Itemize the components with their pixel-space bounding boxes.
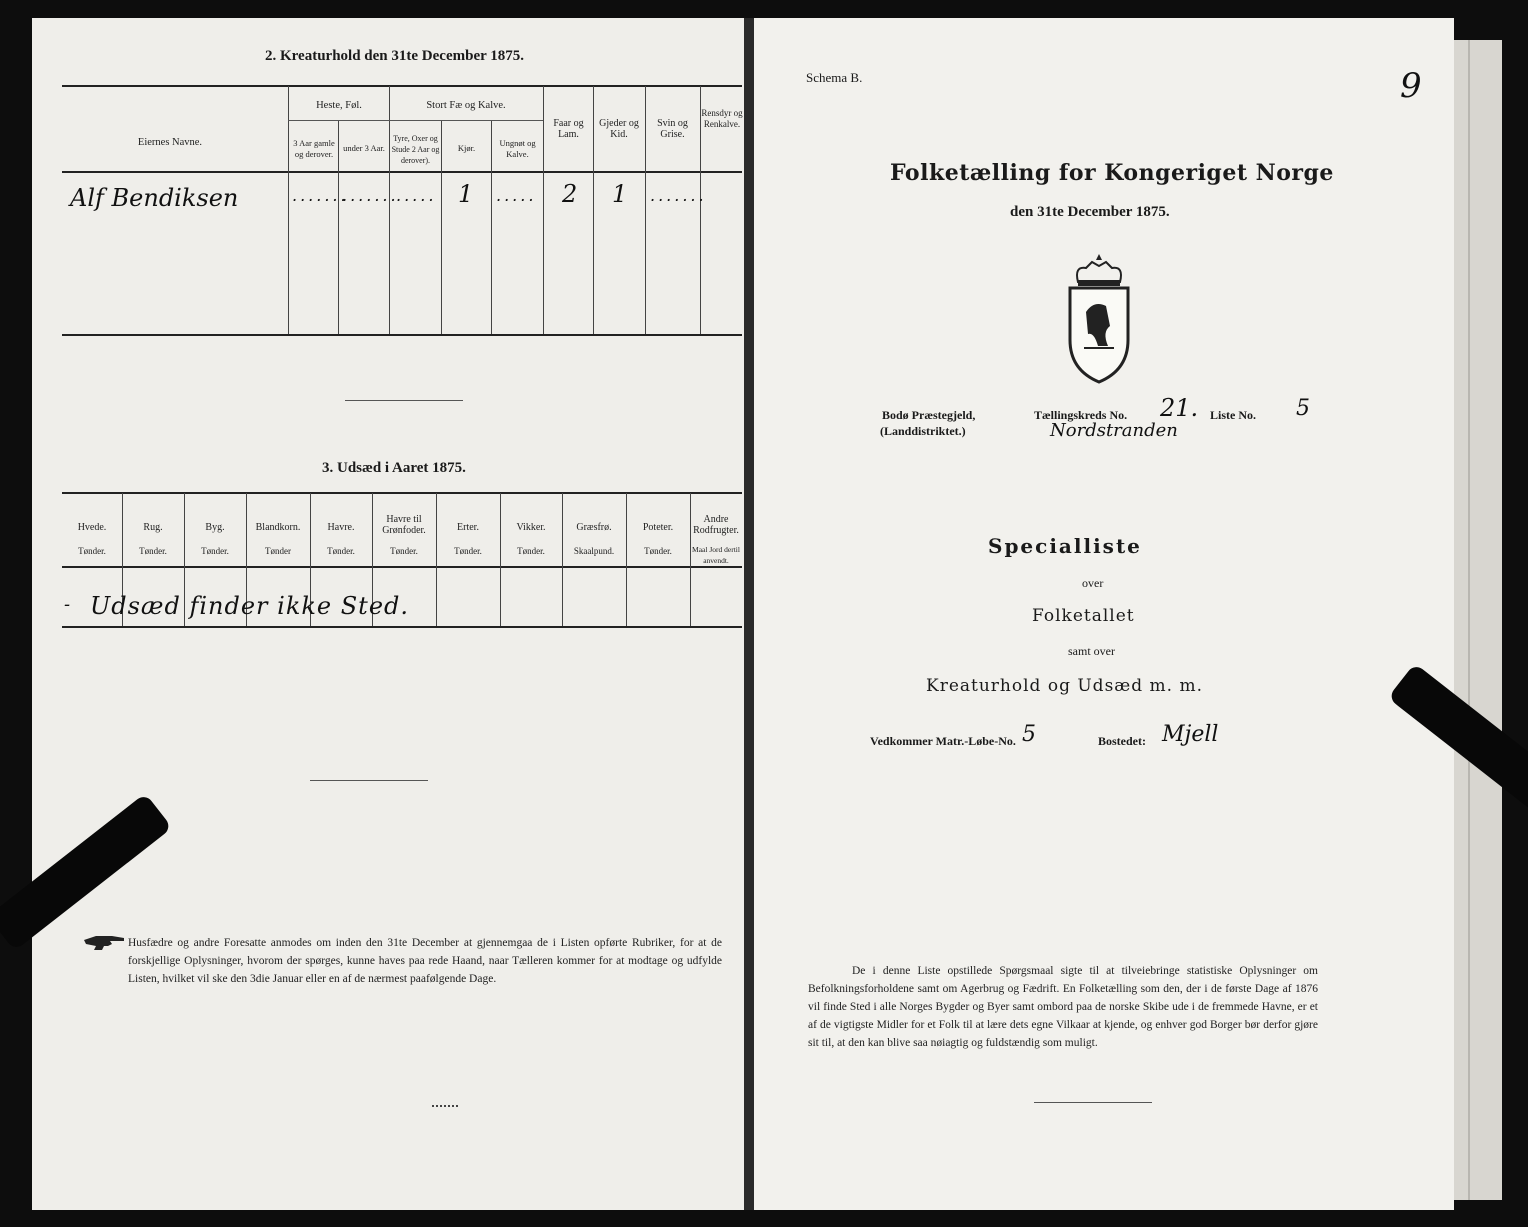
table2-col-line (543, 86, 544, 334)
specialliste-heading: Specialliste (988, 534, 1142, 558)
samt-over-label: samt over (1068, 644, 1115, 658)
crop-header: Rug. (143, 522, 163, 533)
table3-header-rule (62, 566, 742, 568)
crop-unit: Tønder (265, 546, 291, 556)
table3-col-line (626, 493, 627, 626)
dots: ....... (342, 186, 399, 205)
col-header: Kjør. (457, 143, 476, 153)
table2-subgroup-rule (288, 120, 543, 121)
crop-unit: Tønder. (517, 546, 545, 556)
table3-col-line (562, 493, 563, 626)
col-header: 3 Aar gamle og derover. (293, 138, 335, 159)
tk-name: Nordstranden (1050, 420, 1178, 441)
col-header: Faar og Lam. (553, 118, 584, 140)
owner-name-header: Eiernes Navne. (137, 137, 203, 148)
crop-unit: Maal Jord dertil anvendt. (692, 545, 740, 565)
dash: - (64, 594, 71, 615)
table3-col-line (436, 493, 437, 626)
short-rule (345, 400, 463, 401)
crop-header: Havre til Grønfoder. (382, 514, 426, 536)
book-gutter (744, 18, 754, 1210)
sheep-count: 2 (562, 180, 578, 208)
crop-header: Erter. (457, 522, 479, 533)
dashed-mark (432, 1105, 458, 1109)
crop-header: Vikker. (516, 522, 546, 533)
crop-unit: Tønder. (139, 546, 167, 556)
table3-top-rule (62, 492, 742, 494)
footer-rule (1034, 1102, 1152, 1103)
crop-unit: Tønder. (78, 546, 106, 556)
crop-unit: Tønder. (327, 546, 355, 556)
table2-header-rule (62, 171, 742, 173)
tk-value: 21. (1160, 394, 1199, 422)
matr-label: Vedkommer Matr.-Løbe-No. (870, 734, 1016, 748)
horses-group-header: Heste, Føl. (316, 100, 362, 111)
liste-label: Liste No. (1210, 408, 1256, 422)
goats-count: 1 (612, 180, 628, 208)
dots: ..... (396, 186, 437, 205)
table3-bottom-rule (62, 626, 742, 628)
coat-of-arms-icon (1064, 252, 1134, 392)
census-date: den 31te December 1875. (1010, 204, 1170, 220)
col-header: Gjeder og Kid. (599, 118, 639, 140)
table2-col-line (389, 86, 390, 334)
matr-value: 5 (1022, 722, 1036, 747)
page-edge-stack (1454, 40, 1502, 1200)
folketallet-heading: Folketallet (1032, 606, 1135, 626)
crop-unit: Skaalpund. (573, 546, 615, 556)
bosted-label: Bostedet: (1098, 734, 1146, 748)
page-edge-line (1468, 40, 1470, 1200)
table2-top-rule (62, 85, 742, 87)
section2-title: 2. Kreaturhold den 31te December 1875. (265, 48, 524, 64)
crop-unit: Tønder. (201, 546, 229, 556)
district-label: (Landdistriktet.) (880, 424, 966, 438)
crop-unit: Tønder. (454, 546, 482, 556)
crop-unit: Tønder. (390, 546, 418, 556)
schema-label: Schema B. (806, 70, 863, 85)
crop-header: Andre Rodfrugter. (693, 514, 739, 536)
owner-name-entry: Alf Bendiksen (70, 184, 239, 212)
cattle-group-header: Stort Fæ og Kalve. (426, 100, 506, 111)
section3-title: 3. Udsæd i Aaret 1875. (322, 460, 466, 476)
col-header: under 3 Aar. (343, 143, 385, 153)
tk-label: Tællingskreds No. (1034, 408, 1128, 422)
col-header: Rensdyr og Renkalve. (701, 108, 743, 129)
dots: ..... (496, 186, 537, 205)
table2-col-line (288, 86, 289, 334)
col-header: Tyre, Oxer og Stude 2 Aar og derover). (391, 134, 440, 165)
over-label: over (1082, 576, 1104, 590)
crop-unit: Tønder. (644, 546, 672, 556)
table2-bottom-rule (62, 334, 742, 336)
col-header: Svin og Grise. (657, 118, 688, 140)
dots: ....... (650, 186, 707, 205)
crop-header: Havre. (327, 522, 355, 533)
liste-value: 5 (1296, 396, 1310, 421)
crop-header: Poteter. (642, 522, 674, 533)
crop-header: Byg. (205, 522, 225, 533)
footer-notice: De i denne Liste opstillede Spørgsmaal sigte til at tilveiebringe statistiske Oplysninger om Befolkningsforholdene samt om Agerbrug og Fædrift. En Folketælling som den, der i de første Dage af 1876 vil finde Sted i alle Norges Bygder og Byer samt ombord paa de norske Skibe ude i de fremmede Havne, er et af de vigtigste Midler for et Folk til at lære dets egne Vilkaar at kjende, og enhver god Borger bør derfor gjøre sit til, at den kan blive saa nøiagtig og fuldstændig som muligt. (808, 965, 1318, 1049)
crop-header: Blandkorn. (255, 522, 301, 533)
page-number: 9 (1400, 66, 1422, 106)
col-header: Ungnøt og Kalve. (499, 138, 536, 159)
census-title: Folketælling for Kongeriget Norge (890, 160, 1334, 186)
table3-col-line (500, 493, 501, 626)
parish-label: Bodø Præstegjeld, (882, 408, 976, 422)
crop-header: Græsfrø. (576, 522, 612, 533)
crop-header: Hvede. (77, 522, 107, 533)
instruction-notice: Husfædre og andre Foresatte anmodes om inden den 31te December at gjennemgaa de i Listen opførte Rubriker, for at de forskjellige Oplysninger, hvorom der spørges, kunne haves paa rede Haand, naar Tælleren kommer for at modtage og udfylde Listen, hvilket vil ske den 3die Januar eller en af de nærmest paafølgende Dage. (128, 937, 722, 985)
short-rule (310, 780, 428, 781)
cows-count: 1 (458, 180, 474, 208)
pointing-hand-icon (82, 930, 126, 956)
bosted-value: Mjell (1162, 722, 1219, 747)
no-sowing-entry: Udsæd finder ikke Sted. (90, 592, 410, 620)
dots: ....... (292, 186, 349, 205)
kreaturhold-heading: Kreaturhold og Udsæd m. m. (926, 676, 1204, 696)
